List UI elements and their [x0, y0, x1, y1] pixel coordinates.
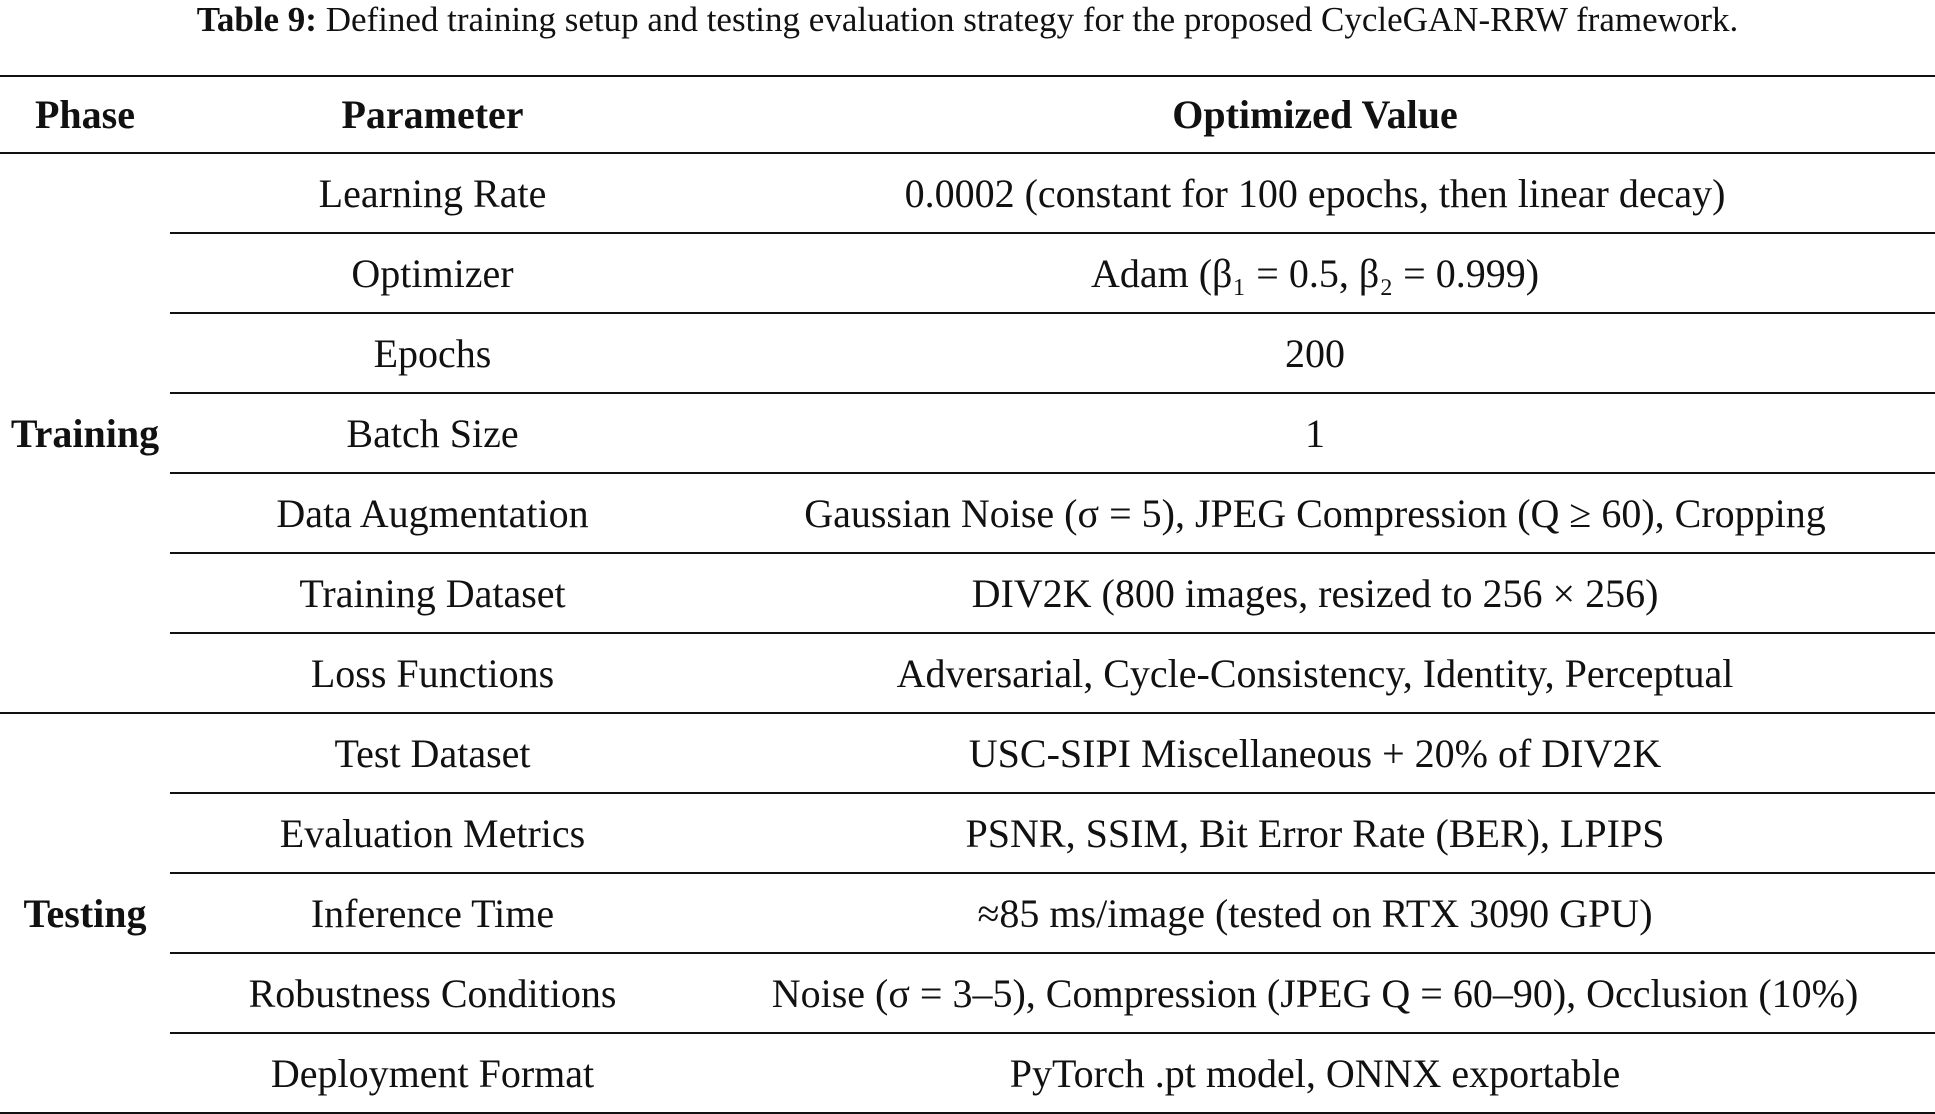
parameter-cell: Evaluation Metrics	[170, 793, 695, 873]
value-cell: 1	[695, 393, 1935, 473]
parameter-cell: Batch Size	[170, 393, 695, 473]
phase-cell-training: Training	[0, 153, 170, 713]
phase-cell-testing: Testing	[0, 713, 170, 1113]
parameter-cell: Learning Rate	[170, 153, 695, 233]
table-row	[0, 633, 1935, 713]
value-cell: USC-SIPI Miscellaneous + 20% of DIV2K	[695, 713, 1935, 793]
parameter-cell: Optimizer	[170, 233, 695, 313]
table-caption-label: Table 9:	[196, 0, 317, 39]
table-row	[0, 473, 1935, 553]
parameter-cell: Inference Time	[170, 873, 695, 953]
parameter-cell: Loss Functions	[170, 633, 695, 713]
value-cell: ≈85 ms/image (tested on RTX 3090 GPU)	[695, 873, 1935, 953]
parameter-cell: Data Augmentation	[170, 473, 695, 553]
value-cell: PyTorch .pt model, ONNX exportable	[695, 1033, 1935, 1113]
table-row	[0, 793, 1935, 873]
table-row	[0, 553, 1935, 633]
table-row	[0, 233, 1935, 313]
header-parameter: Parameter	[170, 76, 695, 153]
value-cell: Adam (β₁ = 0.5, β₂ = 0.999)	[695, 233, 1935, 313]
header-row	[0, 76, 1935, 153]
header-optimized-value: Optimized Value	[695, 76, 1935, 153]
parameter-cell: Test Dataset	[170, 713, 695, 793]
parameter-cell: Robustness Conditions	[170, 953, 695, 1033]
value-cell: PSNR, SSIM, Bit Error Rate (BER), LPIPS	[695, 793, 1935, 873]
value-cell: Gaussian Noise (σ = 5), JPEG Compression (Q ≥ 60), Cropping	[695, 473, 1935, 553]
parameter-cell: Epochs	[170, 313, 695, 393]
value-cell: DIV2K (800 images, resized to 256 × 256)	[695, 553, 1935, 633]
value-cell: Adversarial, Cycle-Consistency, Identity, Perceptual	[695, 633, 1935, 713]
parameter-cell: Deployment Format	[170, 1033, 695, 1113]
table-row	[0, 393, 1935, 473]
table-caption-text: Defined training setup and testing evaluation strategy for the proposed CycleGAN-RRW framework.	[325, 0, 1739, 39]
table-row	[0, 953, 1935, 1033]
value-cell: 0.0002 (constant for 100 epochs, then linear decay)	[695, 153, 1935, 233]
table-row	[0, 153, 1935, 233]
table-row	[0, 713, 1935, 793]
parameter-cell: Training Dataset	[170, 553, 695, 633]
table-caption	[0, 0, 1935, 60]
training-testing-table	[0, 75, 1935, 1114]
table-row	[0, 1033, 1935, 1113]
table-row	[0, 873, 1935, 953]
table-row	[0, 313, 1935, 393]
value-cell: Noise (σ = 3–5), Compression (JPEG Q = 60–90), Occlusion (10%)	[695, 953, 1935, 1033]
value-cell: 200	[695, 313, 1935, 393]
header-phase: Phase	[0, 76, 170, 153]
